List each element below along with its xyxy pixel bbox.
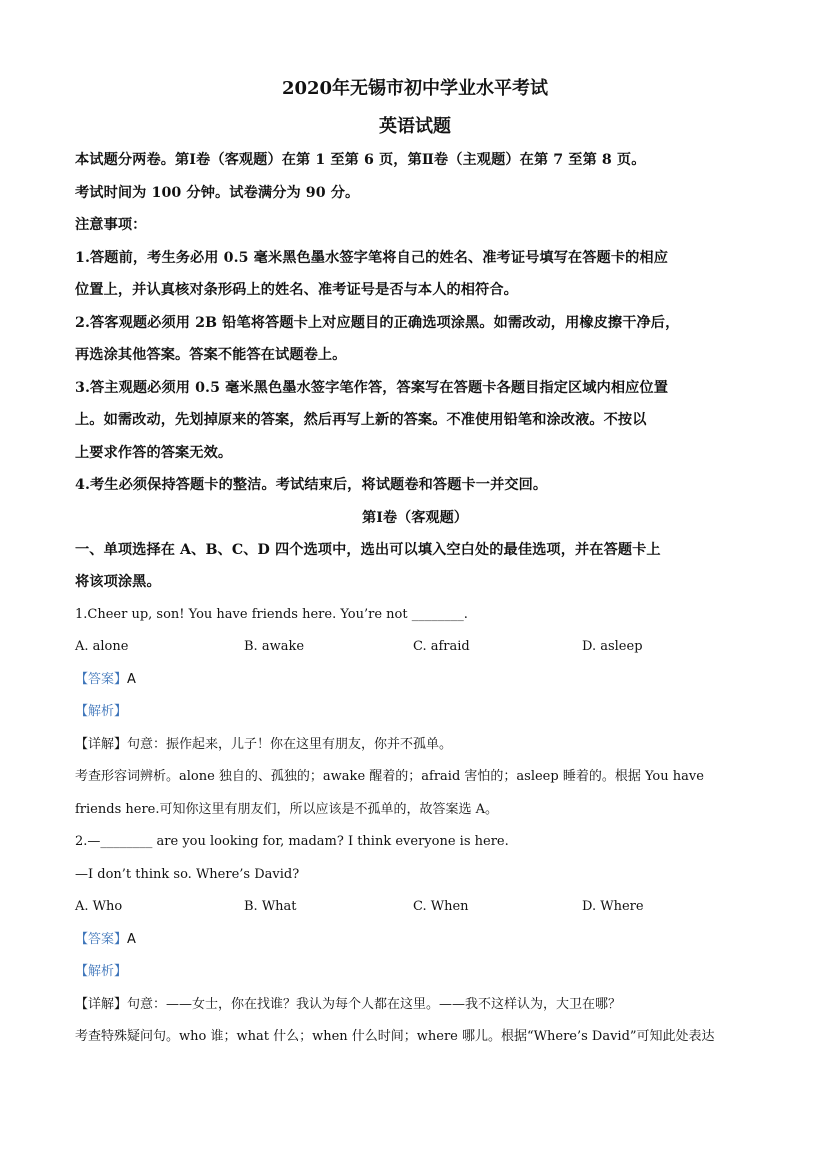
notice-line: 上要求作答的答案无效。 [75,444,233,461]
answer-label: 【答案】 [75,931,128,947]
intro-line: 本试题分两卷。第Ⅰ卷（客观题）在第 1 至第 6 页，第Ⅱ卷（主观题）在第 7 至第 8 页。 [75,152,646,168]
question-options [75,891,755,924]
option-a: A. Who [75,899,123,914]
option-c: C. afraid [413,639,470,654]
question-stem: 2.—________ are you looking for, madam? I think everyone is here. [75,834,509,849]
detail-line: 【详解】句意：——女士，你在找谁？我认为每个人都在这里。——我不这样认为，大卫在哪？ [75,996,622,1012]
notice-line: 3.答主观题必须用 0.5 毫米黑色墨水签字笔作答，答案写在答题卡各题目指定区域内相应位置 [75,379,668,396]
question-stem: 1.Cheer up, son! You have friends here. You’re not ________. [75,606,468,622]
exam-page [75,70,755,1054]
detail-line: 【详解】句意：振作起来，儿子！你在这里有朋友，你并不孤单。 [75,736,453,752]
instructions [75,144,755,502]
section-instruction: 一、单项选择在 A、B、C、D 四个选项中，选出可以填入空白处的最佳选项，并在答题卡上 [75,541,661,558]
notice-line: 4.考生必须保持答题卡的整洁。考试结束后，将试题卷和答题卡一并交回。 [75,477,548,493]
notice-heading: 注意事项： [75,217,147,233]
answer-label: 【答案】 [75,671,128,687]
question-options [75,631,755,664]
question-1 [75,599,755,827]
detail-line: 考查特殊疑问句。who 谁；what 什么；when 什么时间；where 哪儿。根据“Where’s David”可知此处表达 [75,1029,715,1044]
analysis-label: 【解析】 [75,964,128,979]
option-d: D. asleep [582,639,643,654]
part-title: 第Ⅰ卷（客观题） [362,509,468,526]
notice-line: 1.答题前，考生务必用 0.5 毫米黑色墨水签字笔将自己的姓名、准考证号填写在答题卡的相应 [75,249,668,266]
analysis-label: 【解析】 [75,704,128,719]
answer-line [75,664,755,697]
option-b: B. What [244,899,297,914]
option-b: B. awake [244,639,305,654]
answer-line [75,924,755,957]
option-d: D. Where [582,899,644,914]
answer-value: A [127,931,136,947]
detail-line: 考查形容词辨析。alone 独自的、孤独的；awake 醒着的；afraid 害怕的；asleep 睡着的。根据 You have [75,769,704,784]
answer-value: A [127,671,136,687]
option-a: A. alone [75,639,129,654]
notice-line: 再选涂其他答案。答案不能答在试题卷上。 [75,347,347,363]
notice-line: 2.答客观题必须用 2B 铅笔将答题卡上对应题目的正确选项涂黑。如需改动，用橡皮擦干净后， [75,314,680,331]
question-stem: —I don’t think so. Where’s David? [75,866,300,882]
notice-line: 上。如需改动，先划掉原来的答案，然后再写上新的答案。不准使用铅笔和涂改液。不按以 [75,412,647,428]
intro-line: 考试时间为 100 分钟。试卷满分为 90 分。 [75,184,360,201]
option-c: C. When [413,899,469,914]
exam-title: 2020年无锡市初中学业水平考试 [281,78,549,99]
exam-subtitle: 英语试题 [379,116,451,137]
detail-line: friends here.可知你这里有朋友们，所以应该是不孤单的，故答案选 A。 [75,801,499,817]
question-2 [75,826,755,1054]
section-instruction: 将该项涂黑。 [75,574,161,590]
notice-line: 位置上，并认真核对条形码上的姓名、准考证号是否与本人的相符合。 [75,282,518,298]
